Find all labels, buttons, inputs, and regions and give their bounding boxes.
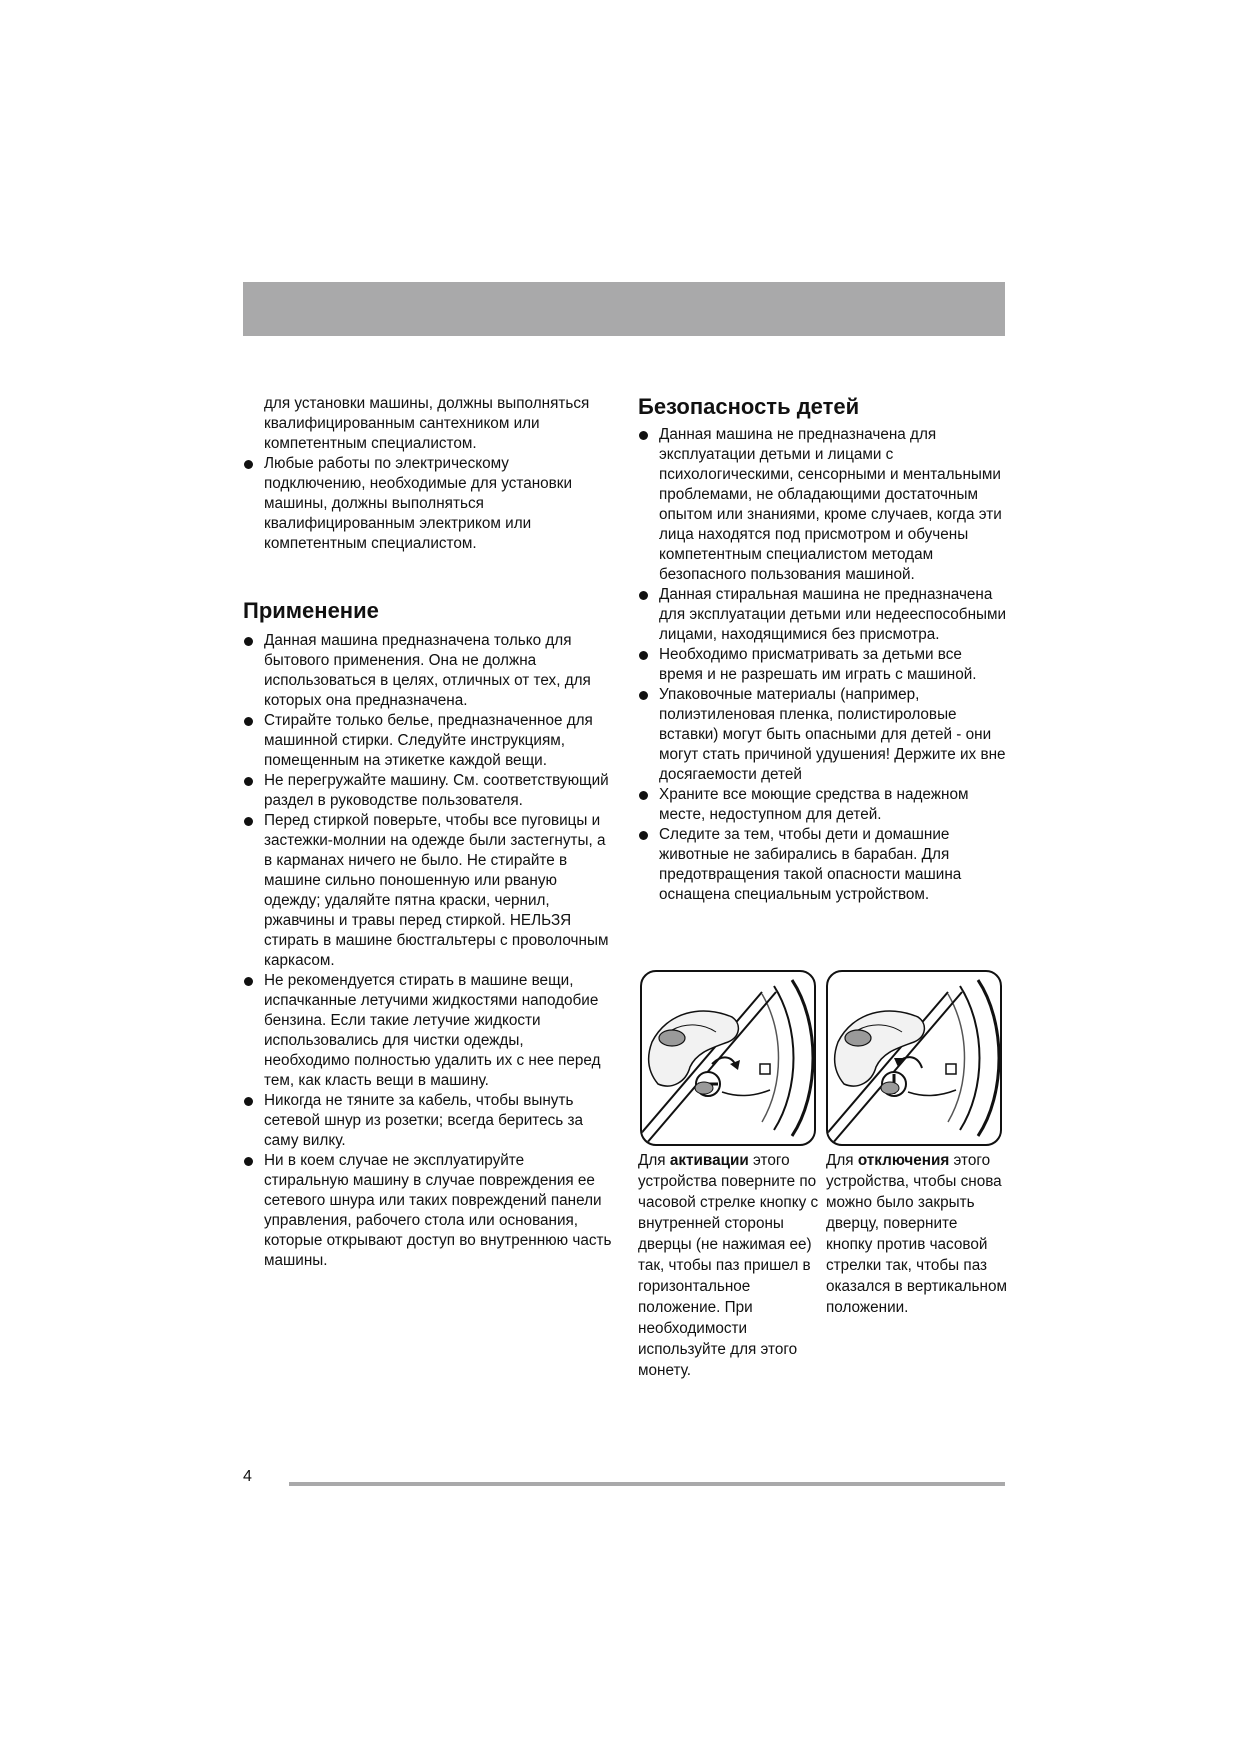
header-band [243, 282, 1005, 336]
list-item: Необходимо присматривать за детьми все время и не разрешать им играть с машиной. [638, 645, 1008, 685]
footer-rule [289, 1482, 1005, 1486]
right-column [638, 394, 1008, 905]
caption-deactivate: Для отключения этого устройства, чтобы снова можно было закрыть дверцу, поверните кнопку против часовой стрелки так, чтобы паз оказался в вертикальном положении. [826, 1152, 1007, 1316]
child-lock-deactivate-illustration [826, 970, 1002, 1146]
list-item: Не перегружайте машину. См. соответствующий раздел в руководстве пользователя. [243, 771, 613, 811]
page-number: 4 [243, 1468, 252, 1485]
list-item: Никогда не тяните за кабель, чтобы вынуть сетевой шнур из розетки; всегда беритесь за саму вилку. [243, 1091, 613, 1151]
child-lock-activate-illustration [640, 970, 816, 1146]
left-column [243, 394, 613, 1271]
caption-bold-term: активации [669, 1152, 749, 1169]
child-safety-bullets [638, 425, 1008, 905]
caption-activate: Для активации этого устройства поверните по часовой стрелке кнопку с внутренней стороны дверцы (не нажимая ее) так, чтобы паз пришел в горизонтальное положение. При необходимости используйте для этого монету. [638, 1152, 819, 1379]
list-item: Не рекомендуется стирать в машине вещи, испачканные летучими жидкостями наподобие бензина. Если такие летучие жидкости использовались для чистки одежды, необходимо полностью удалить их с нее перед тем, как класть вещи в машину. [243, 971, 613, 1091]
list-item: Перед стиркой поверьте, чтобы все пуговицы и застежки-молнии на одежде были застегнуты, а в карманах ничего не было. Не стирайте в машине сильно поношенную или рваную одежду; удаляйте пятна краски, чернил, ржавчины и травы перед стиркой. НЕЛЬЗЯ стирать в машине бюстгальтеры с проволочным каркасом. [243, 811, 613, 971]
list-item: Данная машина предназначена только для бытового применения. Она не должна использоваться в целях, отличных от тех, для которых она предназначена. [243, 631, 613, 711]
list-item: Следите за тем, чтобы дети и домашние животные не забирались в барабан. Для предотвращения такой опасности машина оснащена специальным устройством. [638, 825, 1008, 905]
list-item: Ни в коем случае не эксплуатируйте стиральную машину в случае повреждения ее сетевого шнура или таких повреждений панели управления, рабочего стола или основания, которые открывают доступ во внутреннюю часть машины. [243, 1151, 613, 1271]
left-bullets [243, 454, 613, 554]
list-item: Стирайте только белье, предназначенное для машинной стирки. Следуйте инструкциям, помещенным на этикетке каждой вещи. [243, 711, 613, 771]
list-item: Данная машина не предназначена для эксплуатации детьми и лицами с психологическими, сенсорными и ментальными проблемами, не обладающими достаточным опытом или знаниями, кроме случаев, когда эти лица находятся под присмотром и обучены компетентным специалистом методам безопасного пользования машиной. [638, 425, 1008, 585]
list-item: Храните все моющие средства в надежном месте, недоступном для детей. [638, 785, 1008, 825]
continuation-text: для установки машины, должны выполняться квалифицированным сантехником или компетентным специалистом. [264, 395, 590, 452]
list-item: Данная стиральная машина не предназначена для эксплуатации детьми или недееспособными лицами, находящимися без присмотра. [638, 585, 1008, 645]
usage-bullets [243, 631, 613, 1271]
caption-bold-term: отключения [857, 1152, 950, 1169]
list-item: Любые работы по электрическому подключению, необходимые для установки машины, должны выполняться квалифицированным электриком или компетентным специалистом. [243, 454, 613, 554]
list-item: Упаковочные материалы (например, полиэтиленовая пленка, полистироловые вставки) могут быть опасными для детей - они могут стать причиной удушения! Держите их вне досягаемости детей [638, 685, 1008, 785]
section-title-child-safety: Безопасность детей [638, 394, 860, 419]
section-title-usage: Применение [243, 598, 379, 623]
